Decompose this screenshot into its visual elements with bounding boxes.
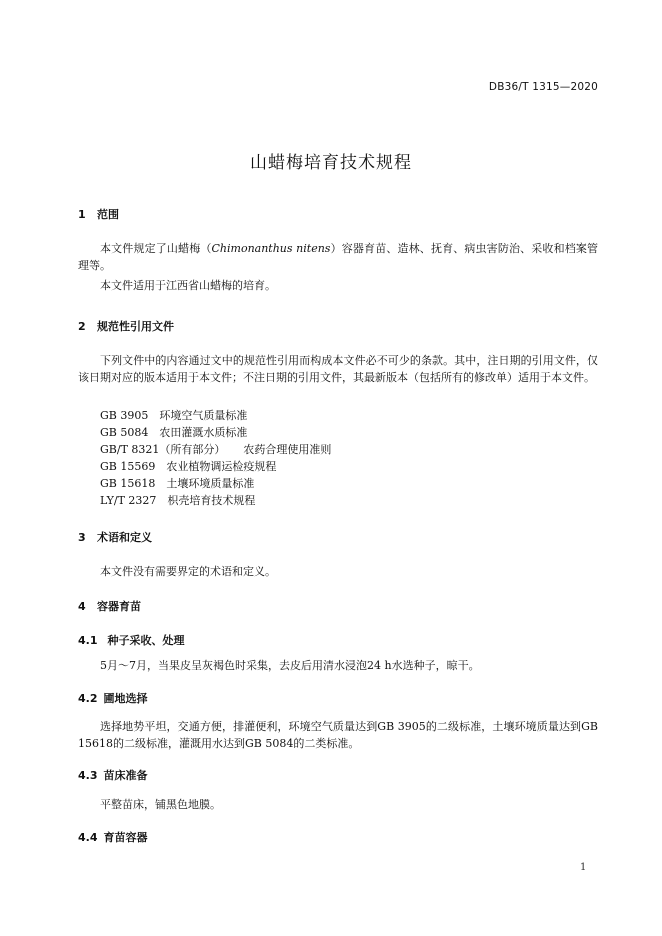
- subsection-title: 种子采收、处理: [107, 634, 185, 647]
- subsection-number: 4.3: [78, 769, 98, 782]
- section-3-heading: [78, 529, 152, 545]
- section-number: 3: [78, 531, 86, 544]
- text-run: ）容器育苗、造林、抚育、病虫害防治、采收和档案管理等。: [78, 242, 599, 272]
- reference-item: [100, 475, 254, 491]
- reference-name: 农业植物调运检疫规程: [166, 460, 277, 473]
- section-2-intro: 下列文件中的内容通过文中的规范性引用而构成本文件必不可少的条款。其中，注日期的引用文件，仅该日期对应的版本适用于本文件；不注日期的引用文件，其最新版本（包括所有的修改单）适用于本文件。: [78, 354, 598, 384]
- section-3-paragraph: 本文件没有需要界定的术语和定义。: [100, 565, 276, 578]
- section-2-heading: [78, 318, 174, 334]
- reference-code: GB 3905: [100, 409, 149, 422]
- reference-item: [100, 441, 331, 457]
- subsection-title: 圃地选择: [103, 692, 148, 705]
- subsection-title: 育苗容器: [103, 831, 148, 844]
- reference-item: [100, 407, 247, 423]
- reference-name: 农田灌溉水质标准: [159, 426, 248, 439]
- reference-item: [100, 424, 247, 440]
- section-number: 4: [78, 600, 86, 613]
- reference-code: GB 15569: [100, 460, 156, 473]
- section-4-heading: [78, 598, 141, 614]
- reference-code: GB/T 8321（所有部分）: [100, 443, 226, 456]
- section-title: 范围: [97, 208, 119, 221]
- subsection-4-2-heading: [78, 690, 148, 706]
- section-1-heading: [78, 206, 119, 222]
- standard-code: DB36/T 1315—2020: [488, 81, 598, 93]
- subsection-number: 4.2: [78, 692, 98, 705]
- page-number: 1: [580, 862, 587, 873]
- section-number: 2: [78, 320, 86, 333]
- subsection-number: 4.4: [78, 831, 98, 844]
- reference-name: 农药合理使用准则: [243, 443, 332, 456]
- reference-name: 环境空气质量标准: [159, 409, 248, 422]
- section-1-paragraph-2: 本文件适用于江西省山蜡梅的培育。: [100, 279, 276, 292]
- section-title: 容器育苗: [97, 600, 141, 613]
- subsection-number: 4.1: [78, 634, 98, 647]
- document-title: 山蜡梅培育技术规程: [250, 153, 412, 173]
- subsection-4-1-heading: [78, 632, 185, 648]
- section-title: 术语和定义: [97, 531, 152, 544]
- reference-code: GB 15618: [100, 477, 156, 490]
- reference-code: LY/T 2327: [100, 494, 157, 507]
- subsection-4-3-heading: [78, 767, 148, 783]
- section-1-paragraph-1: [78, 240, 598, 274]
- latin-name: Chimonanthus nitens: [211, 242, 331, 255]
- reference-code: GB 5084: [100, 426, 149, 439]
- subsection-4-4-heading: [78, 829, 148, 845]
- reference-item: [100, 458, 276, 474]
- reference-item: [100, 492, 255, 508]
- text-run: 本文件规定了山蜡梅（: [100, 242, 212, 255]
- subsection-title: 苗床准备: [103, 769, 148, 782]
- reference-name: 土壤环境质量标准: [166, 477, 255, 490]
- subsection-4-1-paragraph: 5月～7月，当果皮呈灰褐色时采集，去皮后用清水浸泡24 h水选种子，晾干。: [100, 659, 480, 672]
- subsection-4-3-paragraph: 平整苗床，铺黑色地膜。: [100, 798, 221, 811]
- section-number: 1: [78, 208, 86, 221]
- subsection-4-2-paragraph: 选择地势平坦，交通方便，排灌便利，环境空气质量达到GB 3905的二级标准，土壤环境质量达到GB 15618的二级标准，灌溉用水达到GB 5084的二类标准。: [78, 720, 598, 750]
- reference-name: 枳壳培育技术规程: [167, 494, 256, 507]
- section-title: 规范性引用文件: [97, 320, 174, 333]
